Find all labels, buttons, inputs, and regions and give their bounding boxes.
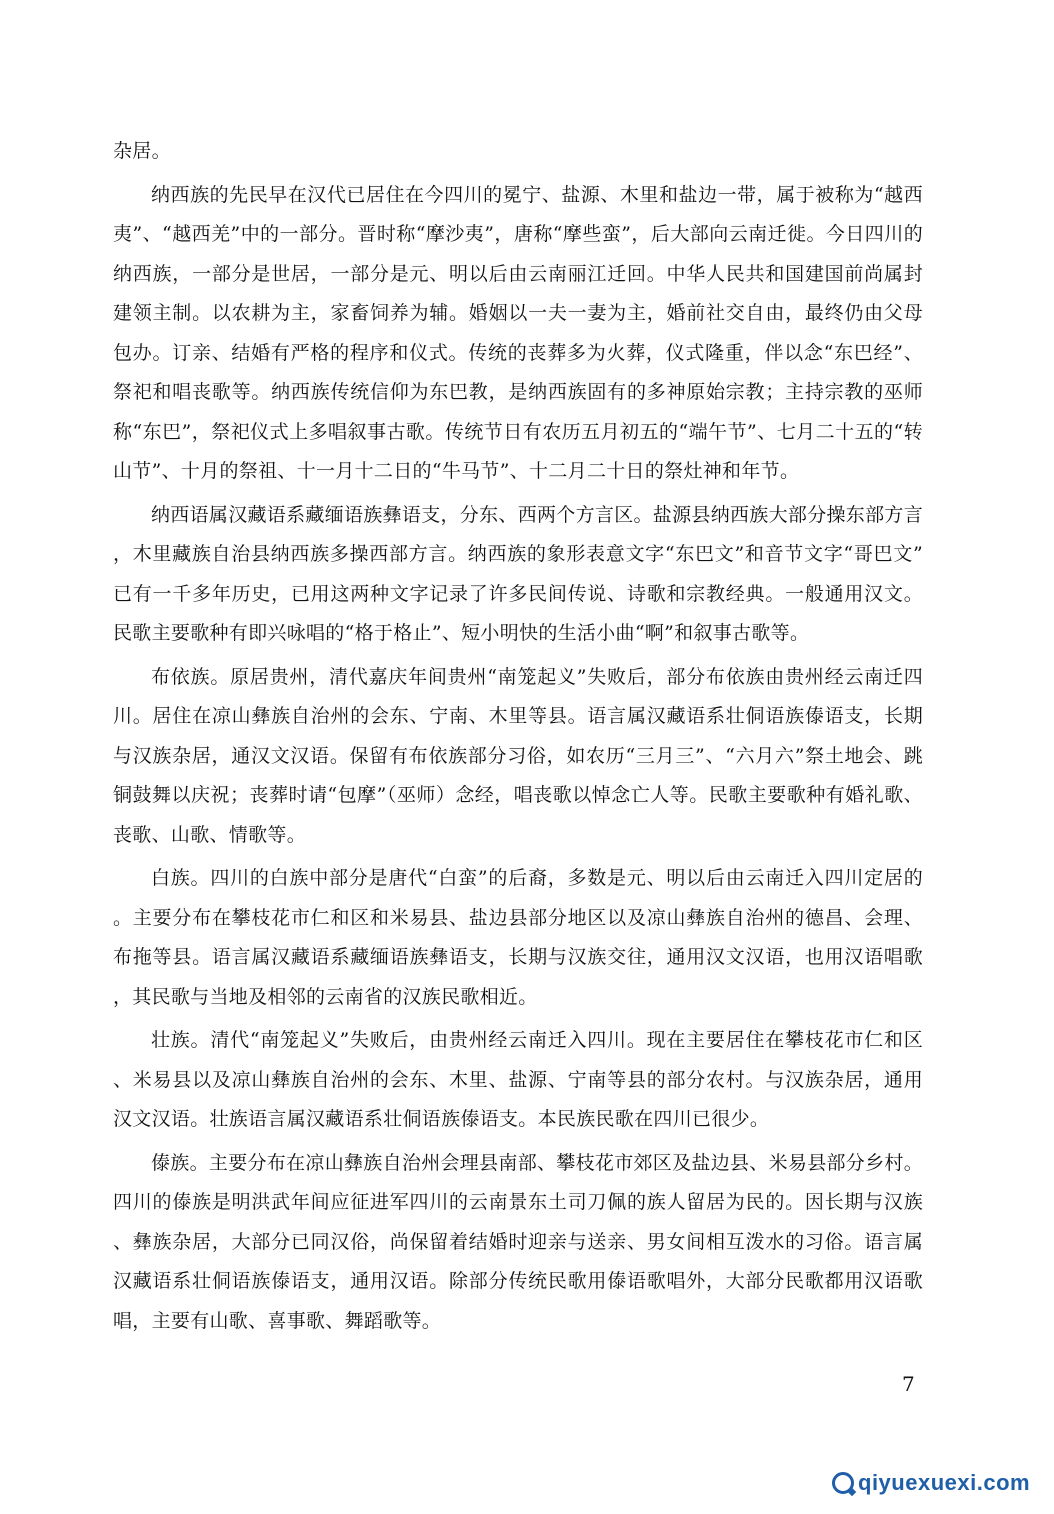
paragraph-zhuang: 壮族。清代“南笼起义”失败后，由贵州经云南迁入四川。现在主要居住在攀枝花市仁和区、米易县以及凉山彝族自治州的会东、木里、盐源、宁南等县的部分农村。与汉族杂居，通用汉文汉语。壮族语言属汉藏语系壮侗语族傣语支。本民族民歌在四川已很少。 — [113, 1029, 923, 1130]
watermark-logo-icon — [832, 1472, 854, 1494]
paragraph-bai: 白族。四川的白族中部分是唐代“白蛮”的后裔，多数是元、明以后由云南迁入四川定居的。主要分布在攀枝花市仁和区和米易县、盐边县部分地区以及凉山彝族自治州的德昌、会理、布拖等县。语言属汉藏语系藏缅语族彝语支，长期与汉族交往，通用汉文汉语，也用汉语唱歌，其民歌与当地及相邻的云南省的汉族民歌相近。 — [113, 867, 923, 1008]
body-text — [113, 132, 923, 1341]
paragraph-continuation: 杂居。 — [113, 140, 171, 162]
page-number: 7 — [902, 1372, 915, 1396]
watermark-text: qiyuexuexi.com — [858, 1470, 1031, 1495]
paragraph-buyi: 布依族。原居贵州，清代嘉庆年间贵州“南笼起义”失败后，部分布依族由贵州经云南迁四川。居住在凉山彝族自治州的会东、宁南、木里等县。语言属汉藏语系壮侗语族傣语支，长期与汉族杂居，通汉文汉语。保留有布依族部分习俗，如农历“三月三”、“六月六”祭土地会、跳铜鼓舞以庆祝；丧葬时请“包摩”（巫师）念经，唱丧歌以悼念亡人等。民歌主要歌种有婚礼歌、丧歌、山歌、情歌等。 — [113, 665, 923, 846]
paragraph-dai: 傣族。主要分布在凉山彝族自治州会理县南部、攀枝花市郊区及盐边县、米易县部分乡村。四川的傣族是明洪武年间应征进军四川的云南景东土司刀佩的族人留居为民的。因长期与汉族、彝族杂居，大部分已同汉俗，尚保留着结婚时迎亲与送亲、男女间相互泼水的习俗。语言属汉藏语系壮侗语族傣语支，通用汉语。除部分传统民歌用傣语歌唱外，大部分民歌都用汉语歌唱，主要有山歌、喜事歌、舞蹈歌等。 — [113, 1151, 924, 1332]
paragraph-naxi-language: 纳西语属汉藏语系藏缅语族彝语支，分东、西两个方言区。盐源县纳西族大部分操东部方言，木里藏族自治县纳西族多操西部方言。纳西族的象形表意文字“东巴文”和音节文字“哥巴文”已有一千多年历史，已用这两种文字记录了许多民间传说、诗歌和宗教经典。一般通用汉文。民歌主要歌种有即兴咏唱的“格于格止”、短小明快的生活小曲“啊”和叙事古歌等。 — [113, 503, 924, 644]
paragraph-naxi-history: 纳西族的先民早在汉代已居住在今四川的冕宁、盐源、木里和盐边一带，属于被称为“越西夷”、“越西羌”中的一部分。晋时称“摩沙夷”，唐称“摩些蛮”，后大部向云南迁徙。今日四川的纳西族，一部分是世居，一部分是元、明以后由云南丽江迁回。中华人民共和国建国前尚属封建领主制。以农耕为主，家畜饲养为辅。婚姻以一夫一妻为主，婚前社交自由，最终仍由父母包办。订亲、结婚有严格的程序和仪式。传统的丧葬多为火葬，仪式隆重，伴以念“东巴经”、祭祀和唱丧歌等。纳西族传统信仰为东巴教，是纳西族固有的多神原始宗教；主持宗教的巫师称“东巴”，祭祀仪式上多唱叙事古歌。传统节日有农历五月初五的“端午节”、七月二十五的“转山节”、十月的祭祖、十一月十二日的“牛马节”、十二月二十日的祭灶神和年节。 — [113, 183, 923, 482]
watermark — [832, 1465, 1042, 1501]
